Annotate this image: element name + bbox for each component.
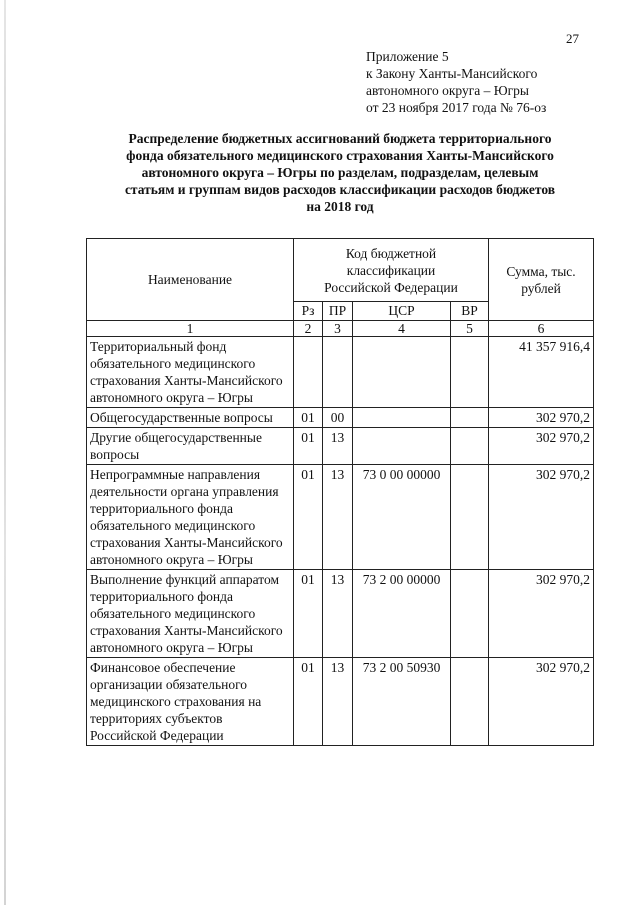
column-number: 1 [87,321,294,337]
appendix-line: от 23 ноября 2017 года № 76-оз [366,100,547,115]
table-row [87,408,594,428]
table-row [87,658,594,746]
title-line: статьям и группам видов расходов классификации расходов бюджетов [124,182,556,197]
row-rz: 01 [294,658,323,746]
row-name: Непрограммные направления деятельности органа управления территориального фонда обязательного медицинского страхования Ханты-Мансийского автономного округа – Югры [87,465,294,570]
row-rz: 01 [294,465,323,570]
row-pr [323,337,353,408]
page-number: 27 [566,31,579,46]
row-pr: 13 [323,658,353,746]
row-csr [353,408,451,428]
row-vr [451,658,489,746]
row-vr [451,465,489,570]
row-sum: 41 357 916,4 [489,337,594,408]
row-vr [451,408,489,428]
row-sum: 302 970,2 [489,408,594,428]
row-vr [451,428,489,465]
column-number: 2 [294,321,323,337]
appendix-line: к Закону Ханты-Мансийского [366,66,538,81]
row-csr: 73 2 00 00000 [353,570,451,658]
row-name: Другие общегосударственные вопросы [87,428,294,465]
table-row [87,428,594,465]
appendix-line: Приложение 5 [366,49,449,64]
row-rz: 01 [294,428,323,465]
row-name: Общегосударственные вопросы [87,408,294,428]
row-sum: 302 970,2 [489,570,594,658]
row-rz [294,337,323,408]
column-number: 5 [451,321,489,337]
document-title [90,130,590,215]
row-csr [353,337,451,408]
row-csr [353,428,451,465]
row-pr: 13 [323,570,353,658]
header-sum: Сумма, тыс. рублей [489,239,594,321]
header-csr: ЦСР [353,302,451,321]
row-sum: 302 970,2 [489,428,594,465]
title-line: автономного округа – Югры по разделам, подразделам, целевым [141,165,539,180]
row-csr: 73 0 00 00000 [353,465,451,570]
table-row [87,465,594,570]
header-name: Наименование [87,239,294,321]
row-rz: 01 [294,570,323,658]
row-pr: 13 [323,465,353,570]
column-number-row [87,321,594,337]
header-pr: ПР [323,302,353,321]
title-line: фонда обязательного медицинского страхования Ханты-Мансийского [126,148,554,163]
row-sum: 302 970,2 [489,465,594,570]
appendix-block [366,48,546,116]
header-vr: ВР [451,302,489,321]
row-sum: 302 970,2 [489,658,594,746]
scan-edge [4,0,6,905]
appendix-line: автономного округа – Югры [366,83,529,98]
row-name: Территориальный фонд обязательного медицинского страхования Ханты-Мансийского автономного округа – Югры [87,337,294,408]
row-vr [451,337,489,408]
table-row [87,570,594,658]
row-name: Финансовое обеспечение организации обязательного медицинского страхования на территориях субъектов Российской Федерации [87,658,294,746]
table-row [87,337,594,408]
row-csr: 73 2 00 50930 [353,658,451,746]
row-vr [451,570,489,658]
column-number: 3 [323,321,353,337]
column-number: 6 [489,321,594,337]
row-rz: 01 [294,408,323,428]
row-pr: 13 [323,428,353,465]
title-line: Распределение бюджетных ассигнований бюджета территориального [128,131,552,146]
title-line: на 2018 год [306,199,374,214]
budget-table [86,238,594,746]
header-code-group: Код бюджетной классификации Российской Федерации [294,239,489,302]
row-pr: 00 [323,408,353,428]
row-name: Выполнение функций аппаратом территориального фонда обязательного медицинского страхования Ханты-Мансийского автономного округа – Югры [87,570,294,658]
header-rz: Рз [294,302,323,321]
column-number: 4 [353,321,451,337]
